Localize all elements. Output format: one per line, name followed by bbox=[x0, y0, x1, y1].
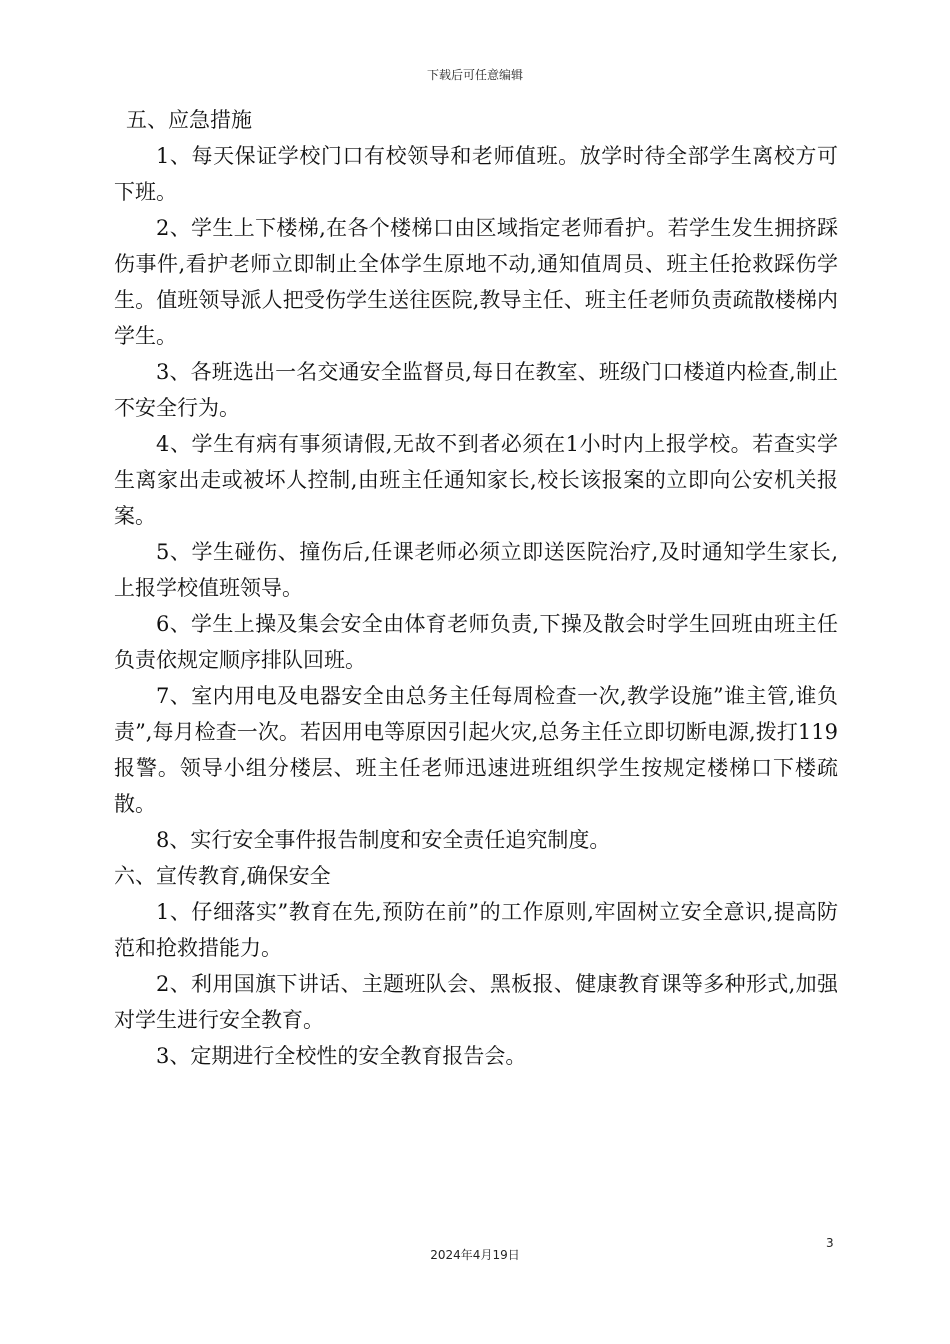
paragraph-education-1: 1、仔细落实”教育在先,预防在前”的工作原则,牢固树立安全意识,提高防范和抢救措能力。 bbox=[114, 900, 838, 960]
paragraph-emergency-6: 6、学生上操及集会安全由体育老师负责,下操及散会时学生回班由班主任负责依规定顺序排队回班。 bbox=[114, 612, 838, 672]
paragraph-emergency-7: 7、室内用电及电器安全由总务主任每周检查一次,教学设施”谁主管,谁负责”,每月检查一次。若因用电等原因引起火灾,总务主任立即切断电源,拨打119报警。领导小组分楼层、班主任老师迅速进班组织学生按规定楼梯口下楼疏散。 bbox=[114, 684, 838, 816]
paragraph-emergency-3: 3、各班选出一名交通安全监督员,每日在教室、班级门口楼道内检查,制止不安全行为。 bbox=[114, 360, 838, 420]
paragraph-emergency-2: 2、学生上下楼梯,在各个楼梯口由区域指定老师看护。若学生发生拥挤踩伤事件,看护老师立即制止全体学生原地不动,通知值周员、班主任抢救踩伤学生。值班领导派人把受伤学生送往医院,教导主任、班主任老师负责疏散楼梯内学生。 bbox=[114, 216, 838, 348]
paragraph-emergency-5: 5、学生碰伤、撞伤后,任课老师必须立即送医院治疗,及时通知学生家长,上报学校值班领导。 bbox=[114, 540, 838, 600]
section-title-emergency-measures: 五、应急措施 bbox=[126, 108, 252, 132]
paragraph-emergency-1: 1、每天保证学校门口有校领导和老师值班。放学时待全部学生离校方可下班。 bbox=[114, 144, 838, 204]
paragraph-education-3: 3、定期进行全校性的安全教育报告会。 bbox=[156, 1044, 527, 1068]
footer-date: 2024年4月19日 bbox=[430, 1248, 520, 1262]
document-body bbox=[114, 102, 838, 1074]
paragraph-emergency-4: 4、学生有病有事须请假,无故不到者必须在1小时内上报学校。若查实学生离家出走或被坏人控制,由班主任通知家长,校长该报案的立即向公安机关报案。 bbox=[114, 432, 838, 528]
page-header: 下载后可任意编辑 bbox=[426, 68, 523, 82]
paragraph-education-2: 2、利用国旗下讲话、主题班队会、黑板报、健康教育课等多种形式,加强对学生进行安全教育。 bbox=[114, 972, 838, 1032]
section-title-publicity-education: 六、宣传教育,确保安全 bbox=[114, 864, 331, 888]
paragraph-emergency-8: 8、实行安全事件报告制度和安全责任追究制度。 bbox=[156, 828, 611, 852]
page-number: 3 bbox=[826, 1236, 834, 1250]
